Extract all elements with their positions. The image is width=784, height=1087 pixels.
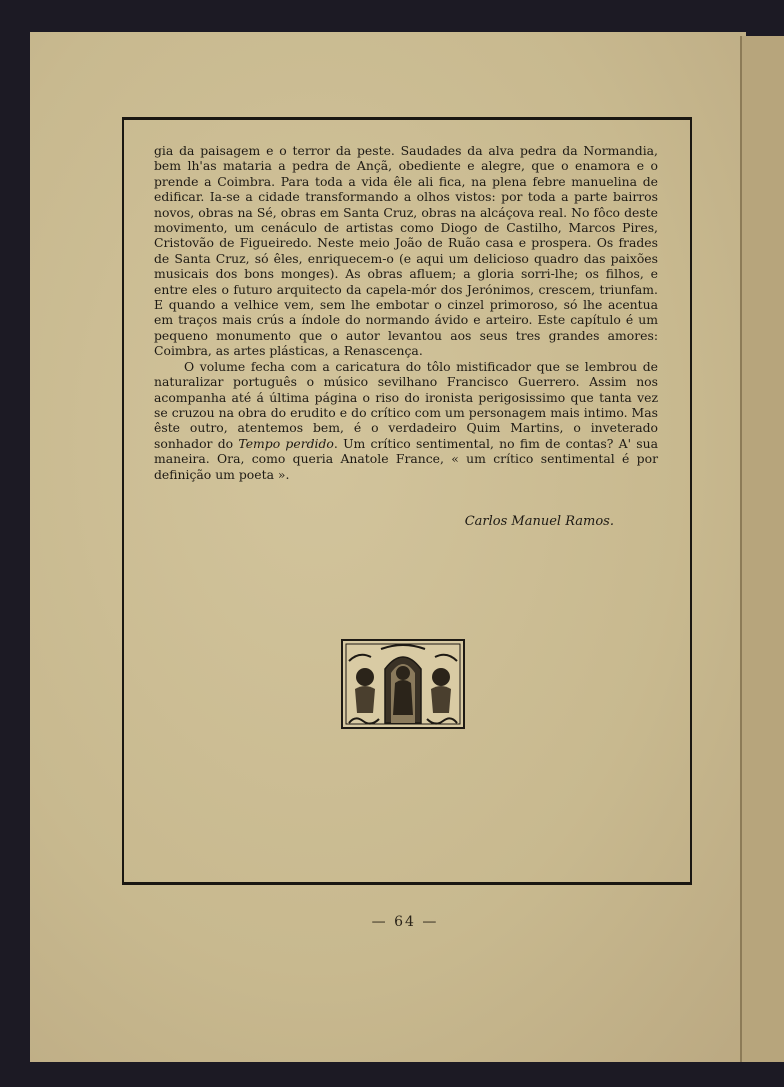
- page-number: — 64 —: [371, 914, 439, 930]
- paragraph-1: gia da paisagem e o terror da peste. Saudades da alva pedra da Normandia, bem lh'as mataria a pedra de Ançã, obediente e alegre, que o enamora e o prende a Coimbra. Para toda a vida êle ali fica, na plena febre manuelina de edificar. Ia-se a cidade transformando a olhos vistos: por toda a parte bairros novos, obras na Sé, obras em Santa Cruz, obras na alcáçova real. No fôco deste movimento, um cenáculo de artistas como Diogo de Castilho, Marcos Pires, Cristovão de Figueiredo. Neste meio João de Ruão casa e prospera. Os frades de Santa Cruz, só êles, enriquecem-o (e aqui um delicioso quadro das paixões musicais dos bons monges). As obras afluem; a gloria sorri-lhe; os filhos, e entre eles o futuro arquitecto da capela-mór dos Jerónimos, crescem, triunfam. E quando a velhice vem, sem lhe embotar o cinzel primoroso, só lhe acentua em traços mais crús a índole do normando ávido e arteiro. Este capítulo é um pequeno monumento que o autor levantou aos seus tres grandes amores: Coimbra, as artes plásticas, a Renascença.: [154, 143, 658, 359]
- article-body: [154, 143, 658, 482]
- adjacent-page-edge: [740, 36, 784, 1062]
- paragraph-2: [154, 359, 658, 482]
- paragraph-2-closing: . Um crítico sentimental, no fim de contas? A' sua maneira. Ora, como queria Anatole France, « um crítico sentimental é por definição um poeta ».: [154, 435, 659, 482]
- author-signature: Carlos Manuel Ramos.: [464, 514, 614, 529]
- book-title-italic: Tempo perdido: [238, 435, 334, 451]
- ornament-vignette-icon: [341, 639, 465, 729]
- paragraph-2-text: O volume fecha com a caricatura do tôlo mistificador que se lembrou de naturalizar português o músico sevilhano Francisco Guerrero. Assim nos acompanha até á última página o riso do ironista perigosissimo que tanta vez se cruzou na obra do erudito e do crítico com um personagem mais intimo. Mas êste outro, atentemos bem, é o verdadeiro Quim Martins, o inveterado sonhador do: [154, 358, 658, 451]
